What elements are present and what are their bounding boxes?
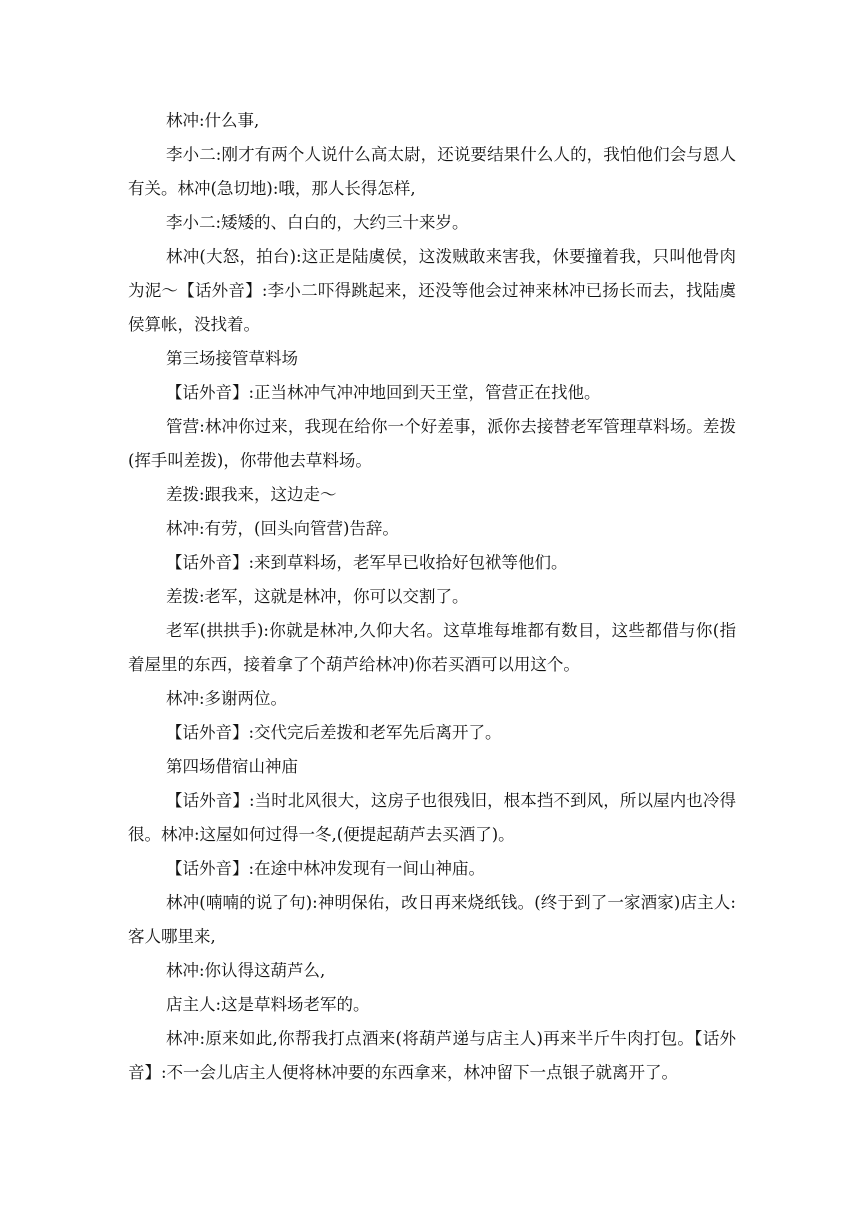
paragraph: 林冲:多谢两位。 xyxy=(166,689,288,708)
paragraph: 林冲(喃喃的说了句):神明保佑，改日再来烧纸钱。(终于到了一家酒家)店主人:客人哪里来, xyxy=(128,893,736,946)
paragraph: 店主人:这是草料场老军的。 xyxy=(166,995,370,1014)
paragraph: 李小二:矮矮的、白白的，大约三十来岁。 xyxy=(166,213,469,232)
paragraph: 【话外音】:当时北风很大，这房子也很残旧，根本挡不到风，所以屋内也冷得很。林冲:这屋如何过得一冬,(便提起葫芦去买酒了)。 xyxy=(128,791,736,844)
paragraph: 差拨:老军，这就是林冲，你可以交割了。 xyxy=(166,587,469,606)
paragraph: 林冲:什么事, xyxy=(166,111,260,130)
paragraph: 【话外音】:交代完后差拨和老军先后离开了。 xyxy=(166,723,502,742)
paragraph: 林冲(大怒，拍台):这正是陆虞侯，这泼贼敢来害我，休要撞着我，只叫他骨肉为泥～【话外音】:李小二吓得跳起来，还没等他会过神来林冲已扬长而去，找陆虞侯算帐，没找着。 xyxy=(128,247,736,334)
paragraph: 林冲:原来如此,你帮我打点酒来(将葫芦递与店主人)再来半斤牛肉打包。【话外音】:不一会儿店主人便将林冲要的东西拿来，林冲留下一点银子就离开了。 xyxy=(128,1029,736,1082)
paragraph: 差拨:跟我来，这边走～ xyxy=(166,485,337,504)
scene-heading: 第四场借宿山神庙 xyxy=(166,757,298,776)
paragraph: 老军(拱拱手):你就是林冲,久仰大名。这草堆每堆都有数目，这些都借与你(指着屋里的东西，接着拿了个葫芦给林冲)你若买酒可以用这个。 xyxy=(128,621,736,674)
paragraph: 管营:林冲你过来，我现在给你一个好差事，派你去接替老军管理草料场。差拨(挥手叫差拨)，你带他去草料场。 xyxy=(128,417,736,470)
paragraph: 林冲:你认得这葫芦么, xyxy=(166,961,326,980)
paragraph: 李小二:刚才有两个人说什么高太尉，还说要结果什么人的，我怕他们会与恩人有关。林冲(急切地):哦，那人长得怎样, xyxy=(128,145,736,198)
scene-heading: 第三场接管草料场 xyxy=(166,349,298,368)
paragraph: 林冲:有劳，(回头向管营)告辞。 xyxy=(166,519,399,538)
paragraph: 【话外音】:正当林冲气冲冲地回到天王堂，管营正在找他。 xyxy=(166,383,601,402)
document-body xyxy=(128,104,736,1090)
paragraph: 【话外音】:在途中林冲发现有一间山神庙。 xyxy=(166,859,486,878)
paragraph: 【话外音】:来到草料场，老军早已收拾好包袱等他们。 xyxy=(166,553,568,572)
